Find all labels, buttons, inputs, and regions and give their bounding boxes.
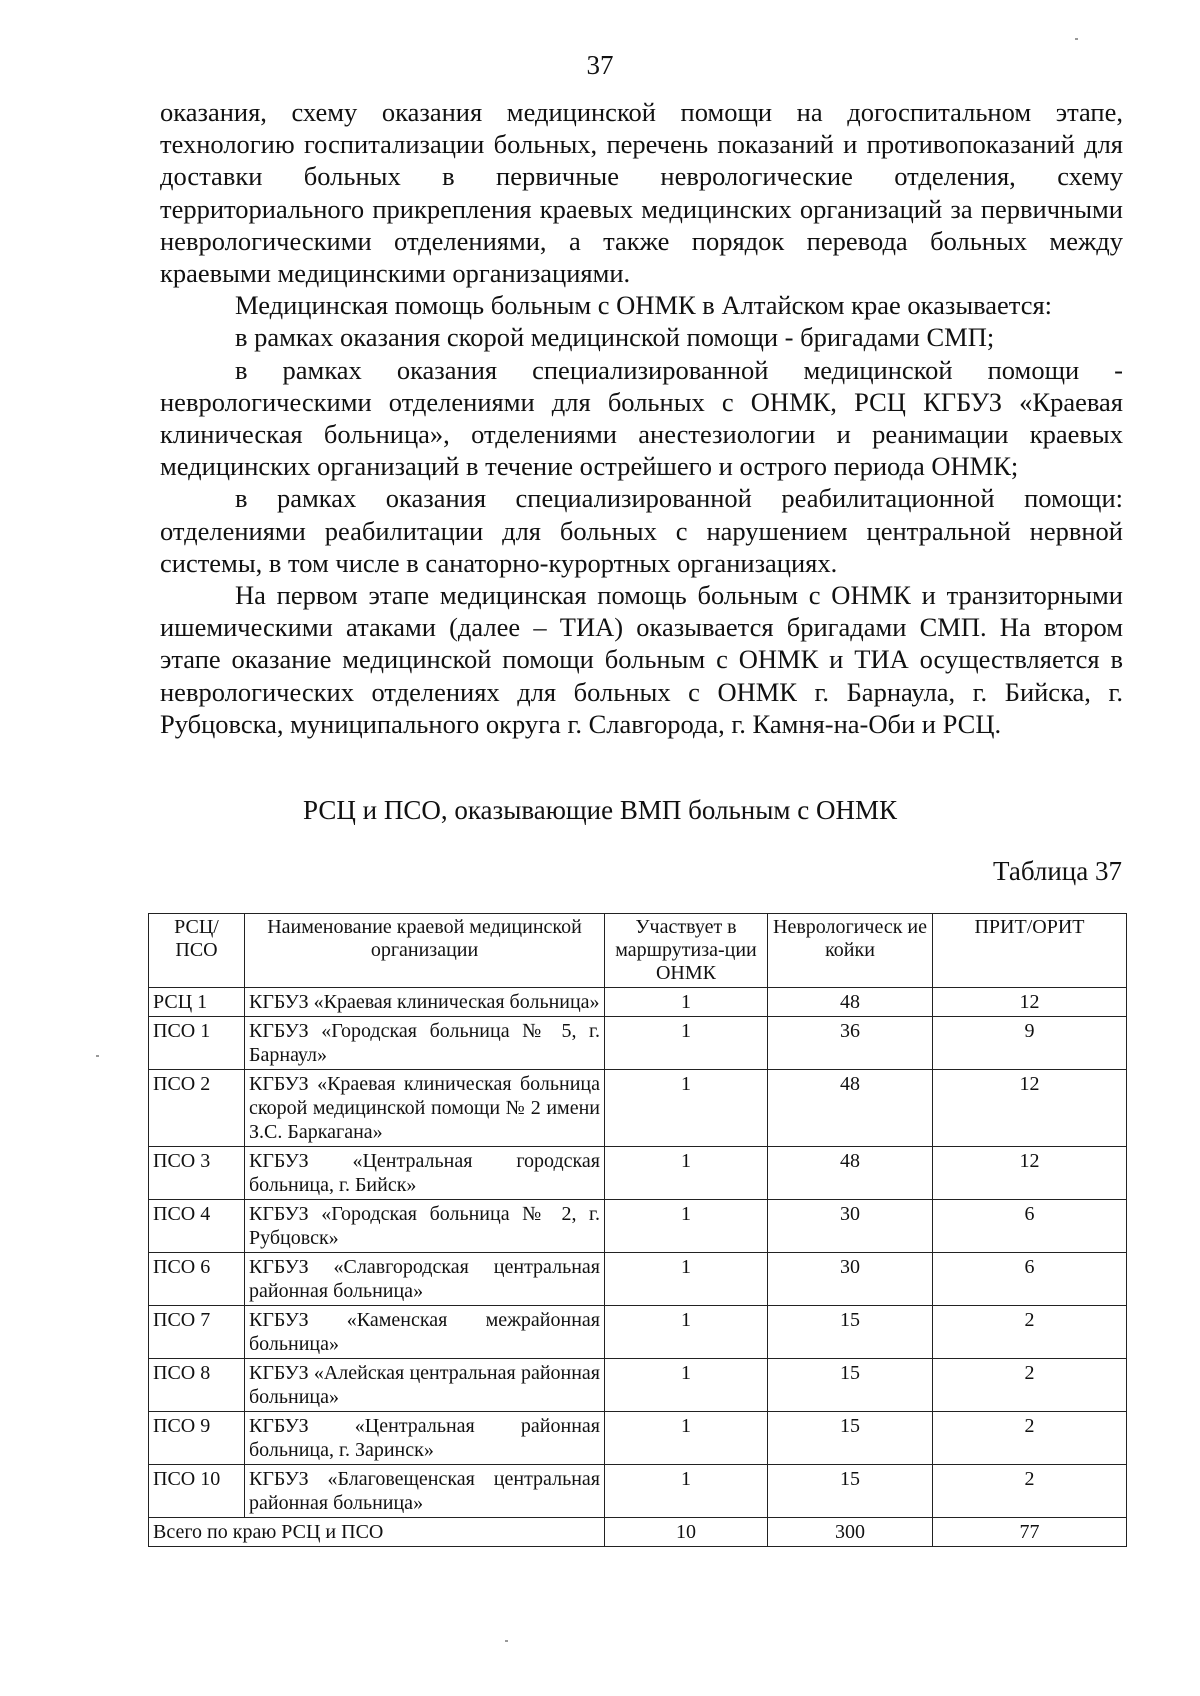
paragraph: оказания, схему оказания медицинской помощи на догоспитальном этапе, технологию госпитализации больных, перечень показаний и противопоказаний для доставки больных в первичные неврологические отделения, схему территориального прикрепления краевых медицинских организаций за первичными неврологическими отделениями, а также порядок перевода больных между краевыми медицинскими организациями. <box>160 97 1123 289</box>
cell-icu: 2 <box>933 1359 1127 1412</box>
table-row <box>149 988 1127 1017</box>
cell-routing: 1 <box>605 1359 768 1412</box>
cell-name: КГБУЗ «Краевая клиническая больница скорой медицинской помощи № 2 имени З.С. Баркагана» <box>245 1070 605 1147</box>
cell-beds: 48 <box>768 988 933 1017</box>
cell-code: ПСО 4 <box>149 1200 245 1253</box>
cell-name: КГБУЗ «Алейская центральная районная больница» <box>245 1359 605 1412</box>
scan-speck <box>96 1055 99 1057</box>
table-title: РСЦ и ПСО, оказывающие ВМП больным с ОНМК <box>303 795 897 825</box>
cell-routing: 1 <box>605 1200 768 1253</box>
cell-code: ПСО 9 <box>149 1412 245 1465</box>
cell-beds: 48 <box>768 1147 933 1200</box>
scan-speck <box>1075 38 1078 40</box>
table-row <box>149 1200 1127 1253</box>
organizations-table <box>148 913 1127 1547</box>
total-routing: 10 <box>605 1518 768 1547</box>
header-routing: Участвует в маршрутиза-ции ОНМК <box>605 914 768 988</box>
scan-speck <box>505 1640 508 1642</box>
cell-icu: 6 <box>933 1253 1127 1306</box>
cell-icu: 2 <box>933 1306 1127 1359</box>
cell-beds: 15 <box>768 1306 933 1359</box>
header-code: РСЦ/ ПСО <box>149 914 245 988</box>
cell-beds: 15 <box>768 1412 933 1465</box>
cell-routing: 1 <box>605 1253 768 1306</box>
cell-code: ПСО 6 <box>149 1253 245 1306</box>
total-label: Всего по краю РСЦ и ПСО <box>149 1518 605 1547</box>
header-name: Наименование краевой медицинской организации <box>245 914 605 988</box>
paragraph: в рамках оказания скорой медицинской помощи - бригадами СМП; <box>235 322 995 353</box>
cell-routing: 1 <box>605 1147 768 1200</box>
cell-icu: 2 <box>933 1412 1127 1465</box>
cell-name: КГБУЗ «Славгородская центральная районная больница» <box>245 1253 605 1306</box>
cell-beds: 30 <box>768 1200 933 1253</box>
cell-code: ПСО 3 <box>149 1147 245 1200</box>
table-row <box>149 1017 1127 1070</box>
paragraph: На первом этапе медицинская помощь больным с ОНМК и транзиторными ишемическими атаками (далее – ТИА) оказывается бригадами СМП. На втором этапе оказание медицинской помощи больным с ОНМК и ТИА осуществляется в неврологических отделениях для больных с ОНМК г. Барнаула, г. Бийска, г. Рубцовска, муниципального округа г. Славгорода, г. Камня-на-Оби и РСЦ. <box>160 580 1123 739</box>
cell-name: КГБУЗ «Центральная районная больница, г. Заринск» <box>245 1412 605 1465</box>
cell-name: КГБУЗ «Краевая клиническая больница» <box>245 988 605 1017</box>
cell-routing: 1 <box>605 1465 768 1518</box>
cell-routing: 1 <box>605 1306 768 1359</box>
table-header-row <box>149 914 1127 988</box>
cell-icu: 2 <box>933 1465 1127 1518</box>
table-row <box>149 1359 1127 1412</box>
paragraph: в рамках оказания специализированной реабилитационной помощи: отделениями реабилитации для больных с нарушением центральной нервной системы, в том числе в санаторно-курортных организациях. <box>160 483 1123 578</box>
cell-icu: 12 <box>933 1147 1127 1200</box>
table-row <box>149 1465 1127 1518</box>
cell-icu: 12 <box>933 988 1127 1017</box>
cell-beds: 30 <box>768 1253 933 1306</box>
header-icu: ПРИТ/ОРИТ <box>933 914 1127 988</box>
table-row <box>149 1253 1127 1306</box>
table-row <box>149 1306 1127 1359</box>
header-beds: Неврологическ ие койки <box>768 914 933 988</box>
cell-routing: 1 <box>605 1412 768 1465</box>
cell-icu: 6 <box>933 1200 1127 1253</box>
cell-code: ПСО 2 <box>149 1070 245 1147</box>
cell-code: ПСО 8 <box>149 1359 245 1412</box>
cell-code: ПСО 10 <box>149 1465 245 1518</box>
total-icu: 77 <box>933 1518 1127 1547</box>
cell-code: РСЦ 1 <box>149 988 245 1017</box>
cell-code: ПСО 1 <box>149 1017 245 1070</box>
cell-routing: 1 <box>605 1070 768 1147</box>
table-total-row <box>149 1518 1127 1547</box>
cell-name: КГБУЗ «Городская больница № 2, г. Рубцовск» <box>245 1200 605 1253</box>
table-label: Таблица 37 <box>993 856 1122 886</box>
cell-routing: 1 <box>605 988 768 1017</box>
cell-beds: 15 <box>768 1359 933 1412</box>
cell-icu: 12 <box>933 1070 1127 1147</box>
cell-routing: 1 <box>605 1017 768 1070</box>
cell-name: КГБУЗ «Городская больница № 5, г. Барнаул» <box>245 1017 605 1070</box>
paragraph: Медицинская помощь больным с ОНМК в Алтайском крае оказывается: <box>235 290 1053 321</box>
cell-name: КГБУЗ «Благовещенская центральная районная больница» <box>245 1465 605 1518</box>
table-row <box>149 1147 1127 1200</box>
table-row <box>149 1070 1127 1147</box>
page-number: 37 <box>586 50 614 80</box>
cell-name: КГБУЗ «Каменская межрайонная больница» <box>245 1306 605 1359</box>
cell-icu: 9 <box>933 1017 1127 1070</box>
cell-beds: 15 <box>768 1465 933 1518</box>
paragraph: в рамках оказания специализированной медицинской помощи - неврологическими отделениями для больных с ОНМК, РСЦ КГБУЗ «Краевая клиническая больница», отделениями анестезиологии и реанимации краевых медицинских организаций в течение острейшего и острого периода ОНМК; <box>160 354 1123 482</box>
cell-name: КГБУЗ «Центральная городская больница, г. Бийск» <box>245 1147 605 1200</box>
cell-beds: 36 <box>768 1017 933 1070</box>
total-beds: 300 <box>768 1518 933 1547</box>
cell-beds: 48 <box>768 1070 933 1147</box>
body-text <box>160 96 1123 740</box>
table-row <box>149 1412 1127 1465</box>
cell-code: ПСО 7 <box>149 1306 245 1359</box>
